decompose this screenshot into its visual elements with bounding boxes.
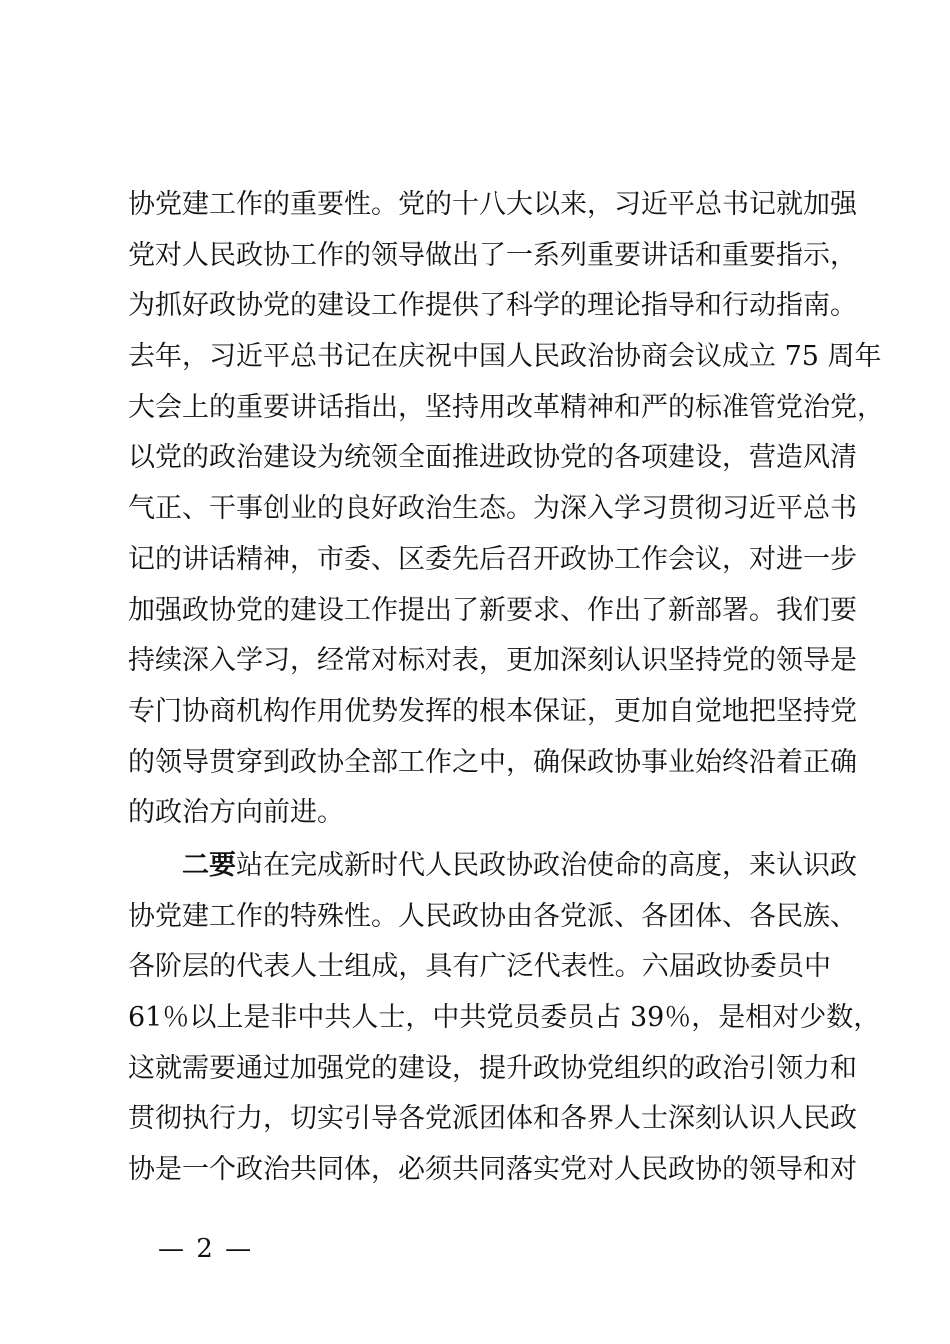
- text-line: 持续深入学习，经常对标对表，更加深刻认识坚持党的领导是: [128, 645, 857, 677]
- text-line: 61％以上是非中共人士，中共党员委员占 39％，是相对少数，: [128, 1002, 881, 1033]
- text-line: 专门协商机构作用优势发挥的根本保证，更加自觉地把坚持党: [128, 695, 857, 727]
- text-line: 的政治方向前进。: [128, 797, 344, 829]
- text-line: 协党建工作的特殊性。人民政协由各党派、各团体、各民族、: [128, 900, 857, 932]
- text-line: 的领导贯穿到政协全部工作之中，确保政协事业始终沿着正确: [128, 746, 857, 778]
- text-line: 记的讲话精神，市委、区委先后召开政协工作会议，对进一步: [128, 543, 857, 575]
- paragraph-lead-bold: 二要: [182, 849, 236, 881]
- paragraph-first-line-text: 站在完成新时代人民政协政治使命的高度，来认识政: [236, 849, 857, 881]
- page-number: — 2 —: [158, 1234, 254, 1264]
- paragraph-1: [128, 180, 884, 839]
- text-line: 气正、干事创业的良好政治生态。为深入学习贯彻习近平总书: [128, 493, 857, 525]
- document-body: [128, 180, 884, 1196]
- text-line: 党对人民政协工作的领导做出了一系列重要讲话和重要指示，: [128, 239, 857, 271]
- text-line: 贯彻执行力，切实引导各党派团体和各界人士深刻认识人民政: [128, 1103, 857, 1135]
- text-line: 这就需要通过加强党的建设，提升政协党组织的政治引领力和: [128, 1052, 857, 1084]
- text-line: 各阶层的代表人士组成，具有广泛代表性。六届政协委员中: [128, 951, 831, 983]
- text-line: 以党的政治建设为统领全面推进政协党的各项建设，营造风清: [128, 442, 857, 474]
- text-line: 协党建工作的重要性。党的十八大以来，习近平总书记就加强: [128, 189, 857, 220]
- paragraph-2: [128, 841, 881, 1196]
- text-line: 去年，习近平总书记在庆祝中国人民政治协商会议成立 75 周年: [128, 341, 882, 373]
- text-line: 大会上的重要讲话指出，坚持用改革精神和严的标准管党治党，: [128, 391, 884, 423]
- text-line: 协是一个政治共同体，必须共同落实党对人民政协的领导和对: [128, 1154, 857, 1186]
- text-line: 为抓好政协党的建设工作提供了科学的理论指导和行动指南。: [128, 290, 857, 322]
- text-line: [128, 841, 857, 892]
- text-line: 加强政协党的建设工作提出了新要求、作出了新部署。我们要: [128, 594, 857, 626]
